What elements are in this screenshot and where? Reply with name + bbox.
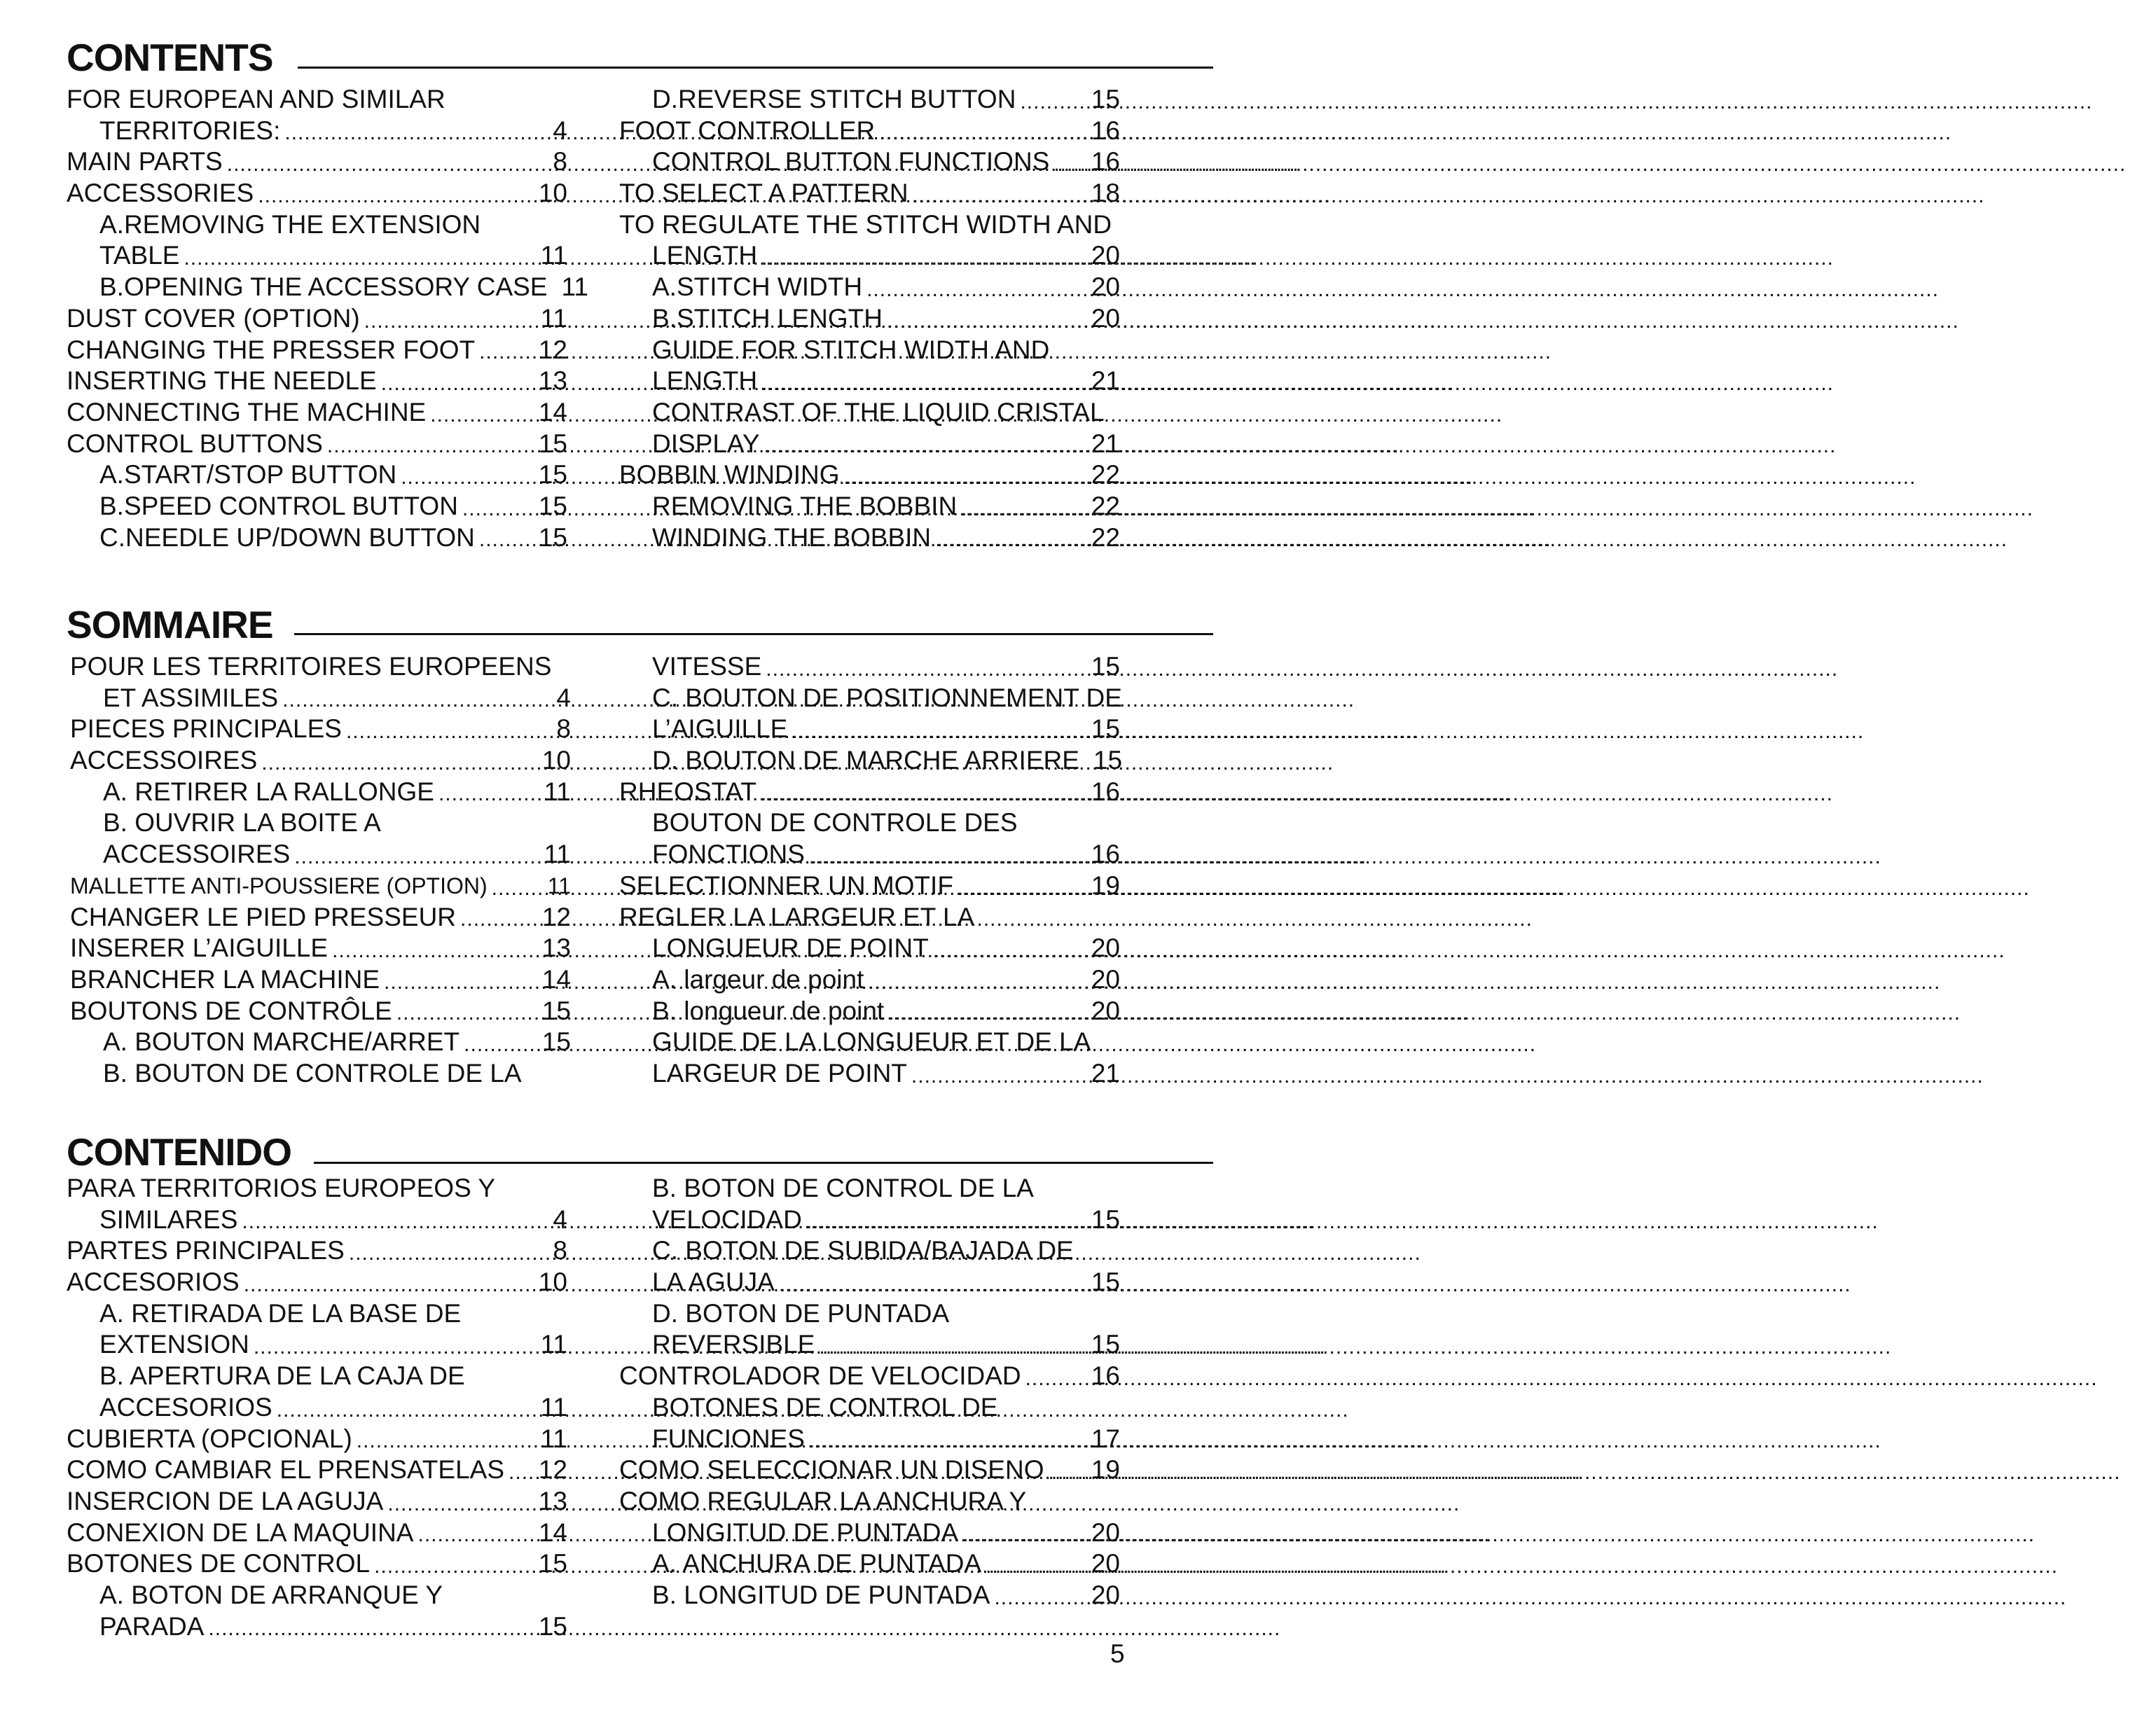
dot-leader [1016, 89, 1091, 116]
dot-leader [883, 308, 1091, 335]
toc-page-number: 20 [1091, 1549, 1120, 1578]
toc-entry-title: BOUTONS DE CONTRÔLE [70, 996, 392, 1025]
toc-page-number: 4 [556, 683, 571, 712]
dot-leader [931, 527, 1091, 553]
toc-entry-title: A. largeur de point [652, 964, 864, 994]
toc-page-number: 15 [538, 522, 567, 552]
dot-leader [380, 969, 542, 996]
dot-leader [328, 938, 542, 964]
dot-leader [475, 339, 539, 366]
toc-entry-title: B. BOTON DE CONTROL DE LA [652, 1174, 1034, 1202]
toc-entry [619, 84, 1120, 116]
toc-entry [619, 1548, 1120, 1580]
toc-page-number: 11 [540, 1424, 567, 1453]
dot-leader [775, 1272, 1091, 1298]
toc-entry [70, 777, 571, 808]
toc-column-left [67, 1173, 567, 1642]
toc-column-left [70, 651, 571, 1090]
toc-entry-title-cont: DISPLAY [652, 429, 760, 458]
toc-page-number: 15 [1091, 1268, 1120, 1297]
toc-entry-title: ACCESORIOS [67, 1268, 240, 1297]
dot-leader [272, 1397, 541, 1424]
toc-entry-title: REGLER LA LARGEUR ET LA [619, 902, 975, 931]
toc-entry-title: C. BOUTON DE POSITIONNEMENT DE [652, 683, 1122, 712]
toc-entry-title: B. BOUTON DE CONTROLE DE LA [103, 1058, 522, 1088]
toc-page-number: 11 [540, 303, 567, 333]
toc-column-right [619, 651, 1123, 1090]
dot-leader [342, 718, 556, 745]
toc-entry [70, 745, 571, 777]
toc-page-number: 13 [538, 1486, 567, 1515]
toc-page-number: 15 [538, 460, 567, 489]
toc-entry [70, 933, 571, 964]
toc-entry-title: CHANGER LE PIED PRESSEUR [70, 902, 457, 931]
toc-entry [67, 1173, 567, 1235]
toc-entry [619, 209, 1120, 272]
toc-page-number: 11 [540, 241, 567, 270]
toc-entry [67, 1298, 567, 1361]
toc-page-number: 12 [538, 335, 567, 364]
toc-entry-title: CONNECTING THE MACHINE [67, 397, 427, 426]
dot-leader [757, 245, 1091, 272]
toc-entry-title-cont: ET ASSIMILES [103, 683, 279, 712]
dot-leader [875, 120, 1091, 146]
dot-leader [254, 183, 539, 209]
toc-entry [70, 1058, 571, 1090]
toc-entry [70, 902, 571, 933]
toc-page-number: 20 [1091, 1581, 1120, 1609]
toc-page-number: 15 [538, 1549, 567, 1578]
toc-entry-title-cont: EXTENSION [99, 1330, 249, 1359]
toc-entry-title: A. BOTON DE ARRANQUE Y [99, 1580, 443, 1609]
dot-leader [345, 1240, 553, 1267]
toc-entry-title: FOR EUROPEAN AND SIMILAR [67, 85, 445, 113]
toc-entry [67, 84, 567, 146]
toc-entry-title: INSERTING THE NEEDLE [67, 366, 377, 396]
toc-entry-title: RHEOSTAT [619, 777, 756, 806]
toc-entry-title-cont: LONGUEUR DE POINT [652, 933, 929, 963]
toc-entry [67, 1454, 567, 1486]
dot-leader [383, 1491, 538, 1518]
dot-leader [864, 969, 1091, 996]
toc-page-number: 12 [538, 1455, 567, 1485]
toc-entry [67, 1235, 567, 1267]
dot-leader [414, 1522, 539, 1548]
toc-entry-title: D. BOTON DE PUNTADA [652, 1298, 950, 1328]
toc-page-number: 16 [1091, 840, 1120, 869]
toc-page-number: 13 [541, 933, 571, 963]
toc-entry-title: B. OUVRIR LA BOITE A [103, 808, 381, 838]
toc-entry-title: B.SPEED CONTROL BUTTON [99, 491, 458, 520]
toc-entry-title: CONEXION DE LA MAQUINA [67, 1518, 414, 1547]
toc-entry [619, 964, 1120, 996]
toc-entry-title: PARA TERRITORIOS EUROPEOS Y [67, 1174, 496, 1202]
dot-leader [280, 120, 553, 146]
toc-entry-title-cont: FUNCIONES [652, 1424, 805, 1453]
toc-page-number: 11 [547, 873, 571, 898]
toc-page-number: 8 [553, 1236, 567, 1265]
toc-entry [67, 1361, 567, 1423]
dot-leader [257, 750, 542, 777]
toc-entry [67, 366, 567, 397]
toc-entry-title: CONTRAST OF THE LIQUID CRISTAL [652, 397, 1105, 426]
toc-entry-title: GUIDE DE LA LONGUEUR ET DE LA [652, 1027, 1091, 1057]
toc-entry [619, 683, 1120, 745]
toc-entry-title: BOBBIN WINDING [619, 460, 840, 489]
toc-entry-title-cont: LA AGUJA [652, 1268, 775, 1297]
title-rule [294, 633, 1213, 635]
toc-entry-title: FOOT CONTROLLER [619, 116, 876, 145]
toc-entry-title-cont: L’AIGUILLE [652, 714, 788, 744]
dot-leader [223, 151, 553, 178]
toc-page-number: 21 [1091, 1058, 1120, 1088]
toc-entry-title: COMO SELECCIONAR UN DISENO [619, 1455, 1044, 1485]
section-title-contents: CONTENTS [67, 36, 273, 79]
toc-entry [619, 1486, 1120, 1548]
toc-page-number: 4 [553, 116, 567, 145]
toc-entry-title-cont: LENGTH [652, 241, 758, 270]
dot-leader [377, 370, 539, 397]
toc-column-right [619, 1173, 1120, 1611]
toc-page-number: 22 [1091, 460, 1120, 489]
dot-leader [929, 938, 1091, 964]
toc-page-number: 10 [541, 746, 571, 775]
toc-entry [67, 429, 567, 460]
dot-leader [459, 1032, 542, 1058]
toc-entry-title: A. ANCHURA DE PUNTADA [652, 1549, 982, 1578]
toc-entry-title-cont: LENGTH [652, 366, 758, 396]
toc-entry-title: A.REMOVING THE EXTENSION [99, 209, 481, 239]
toc-entry-title: D.REVERSE STITCH BUTTON [652, 84, 1016, 113]
toc-entry-title: B.OPENING THE ACCESSORY CASE [99, 272, 548, 302]
toc-entry-title: TO SELECT A PATTERN [619, 179, 908, 208]
dot-leader [323, 433, 539, 459]
toc-entry-title: B. APERTURA DE LA CAJA DE [99, 1361, 465, 1391]
dot-leader [958, 1522, 1091, 1548]
section-title-sommaire: SOMMAIRE [67, 603, 273, 646]
toc-entry-title: A.START/STOP BUTTON [99, 460, 397, 489]
dot-leader [370, 1553, 539, 1580]
dot-leader [352, 1428, 541, 1454]
toc-entry-title-cont: FONCTIONS [652, 840, 805, 869]
toc-entry [619, 303, 1120, 335]
toc-entry-title: COMO REGULAR LA ANCHURA Y [619, 1486, 1027, 1515]
toc-page-number: 8 [556, 714, 571, 744]
toc-entry-title: B. LONGITUD DE PUNTADA [652, 1581, 990, 1609]
toc-entry [619, 1027, 1120, 1089]
toc-page-number: 20 [1091, 241, 1120, 270]
toc-entry-title: PIECES PRINCIPALES [70, 714, 342, 744]
toc-page-number: 8 [553, 147, 567, 176]
toc-entry [619, 777, 1120, 808]
dot-leader [456, 906, 542, 933]
toc-entry [619, 116, 1120, 147]
toc-page-number: 20 [1091, 996, 1120, 1025]
toc-page-number: 20 [1091, 303, 1120, 333]
toc-entry-title: CHANGING THE PRESSER FOOT [67, 335, 476, 364]
toc-page-number: 11 [540, 1392, 567, 1422]
toc-page-number: 13 [538, 366, 567, 396]
toc-entry [619, 146, 1120, 178]
dot-leader [360, 308, 541, 335]
section-title-contenido: CONTENIDO [67, 1130, 291, 1174]
toc-page-number: 20 [1091, 1518, 1120, 1547]
toc-page-number: 20 [1091, 964, 1120, 994]
toc-page-number: 22 [1091, 491, 1120, 520]
dot-leader [884, 1000, 1091, 1027]
toc-entry [619, 459, 1120, 491]
toc-entry-title-cont: TABLE [99, 241, 180, 270]
toc-page-number: 11 [544, 777, 571, 806]
toc-entry-title: A. BOUTON MARCHE/ARRET [103, 1027, 460, 1057]
dot-leader [757, 370, 1091, 397]
toc-page-number: 12 [541, 902, 571, 931]
dot-leader [458, 496, 539, 522]
toc-entry-title: BOUTON DE CONTROLE DES [652, 808, 1018, 838]
toc-entry [619, 807, 1120, 870]
toc-page-number: 15 [1093, 746, 1123, 775]
toc-entry [67, 335, 567, 366]
toc-page-number: 11 [561, 272, 588, 302]
page-number: 5 [1110, 1639, 1125, 1668]
toc-entry [619, 522, 1120, 554]
toc-entry-title: TO REGULATE THE STITCH WIDTH AND [619, 209, 1112, 239]
toc-entry [67, 491, 567, 522]
toc-entry-title: MALLETTE ANTI-POUSSIERE (OPTION) [70, 873, 488, 898]
toc-page-number: 11 [540, 1330, 567, 1359]
toc-entry-title-cont: PARADA [99, 1611, 205, 1641]
toc-page-number: 4 [553, 1204, 567, 1234]
dot-leader [981, 1553, 1091, 1580]
toc-entry-title: WINDING THE BOBBIN [652, 522, 932, 552]
dot-leader [756, 781, 1091, 807]
toc-entry [67, 1518, 567, 1549]
title-rule [298, 67, 1213, 69]
toc-entry-title: CONTROLADOR DE VELOCIDAD [619, 1361, 1021, 1391]
toc-entry [70, 870, 571, 902]
toc-entry [67, 209, 567, 272]
toc-page-number: 18 [1091, 179, 1120, 208]
toc-entry [70, 996, 571, 1027]
toc-entry-title: GUIDE FOR STITCH WIDTH AND [652, 335, 1050, 364]
dot-leader [815, 1334, 1091, 1361]
toc-page-number: 15 [541, 1027, 571, 1057]
dot-leader [787, 718, 1091, 745]
toc-page-number: 16 [1091, 777, 1120, 806]
toc-entry-title: C.NEEDLE UP/DOWN BUTTON [99, 522, 475, 552]
toc-page-number: 20 [1091, 272, 1120, 302]
toc-entry [619, 1392, 1120, 1454]
toc-entry [70, 1027, 571, 1058]
toc-page-number: 14 [538, 397, 567, 426]
toc-page-number: 15 [1091, 84, 1120, 113]
toc-entry-title: C. BOTON DE SUBIDA/BAJADA DE [652, 1236, 1074, 1265]
dot-leader [953, 875, 1091, 902]
dot-leader [504, 1459, 539, 1486]
toc-entry-title-cont: LARGEUR DE POINT [652, 1058, 907, 1088]
toc-page-number: 20 [1091, 933, 1120, 963]
toc-entry-title-cont: VELOCIDAD [652, 1204, 802, 1234]
toc-page-number: 22 [1091, 522, 1120, 552]
toc-entry [619, 272, 1120, 303]
dot-leader [237, 1209, 553, 1235]
toc-page-number: 15 [1091, 1204, 1120, 1234]
toc-entry [67, 1267, 567, 1298]
toc-entry [67, 146, 567, 178]
dot-leader [840, 464, 1091, 491]
toc-entry-title: COMO CAMBIAR EL PRENSATELAS [67, 1455, 505, 1485]
toc-entry [619, 1173, 1120, 1235]
toc-entry-title: INSERER L’AIGUILLE [70, 933, 329, 963]
toc-page-number: 19 [1091, 870, 1120, 900]
toc-entry [619, 1454, 1120, 1486]
dot-leader [249, 1334, 541, 1361]
dot-leader [290, 844, 544, 870]
toc-entry-title: REMOVING THE BOBBIN [652, 491, 958, 520]
toc-entry [619, 1361, 1120, 1392]
dot-leader [1049, 151, 1091, 178]
toc-page-number: 15 [538, 1611, 567, 1641]
toc-entry [67, 1424, 567, 1455]
toc-entry [619, 996, 1120, 1027]
toc-entry [70, 651, 571, 714]
toc-page-number: 16 [1091, 1361, 1120, 1391]
dot-leader [862, 277, 1091, 303]
dot-leader [240, 1272, 539, 1298]
toc-entry [619, 1298, 1120, 1361]
toc-entry [67, 303, 567, 335]
toc-entry-title: CUBIERTA (OPCIONAL) [67, 1424, 352, 1453]
toc-entry-title: ACCESSORIES [67, 179, 254, 208]
toc-entry-title: BOTONES DE CONTROL DE [652, 1392, 998, 1422]
toc-page-number: 21 [1091, 429, 1120, 458]
toc-page-number: 15 [538, 491, 567, 520]
dot-leader [805, 844, 1091, 870]
toc-page-number: 14 [538, 1518, 567, 1547]
dot-leader [802, 1209, 1091, 1235]
dot-leader [760, 433, 1091, 459]
toc-entry [67, 272, 588, 303]
toc-entry [67, 178, 567, 209]
toc-entry-title: A.STITCH WIDTH [652, 272, 863, 302]
toc-entry [619, 651, 1120, 683]
dot-leader [1044, 1459, 1091, 1486]
dot-leader [475, 527, 539, 553]
toc-entry [67, 459, 567, 491]
toc-entry-title: CONTROL BUTTON FUNCTIONS [652, 147, 1050, 176]
toc-entry [619, 1235, 1120, 1298]
dot-leader [761, 656, 1091, 683]
toc-entry [70, 714, 571, 745]
dot-leader [805, 1428, 1091, 1454]
dot-leader [204, 1616, 538, 1642]
toc-entry-title: CONTROL BUTTONS [67, 429, 323, 458]
toc-entry-title-cont: SIMILARES [99, 1204, 238, 1234]
toc-page-number: 10 [538, 1268, 567, 1297]
dot-leader [278, 687, 556, 714]
toc-entry-title: MAIN PARTS [67, 147, 223, 176]
toc-column-left [67, 84, 588, 553]
toc-page-number: 16 [1091, 116, 1120, 145]
dot-leader [957, 496, 1091, 522]
toc-entry-title: A. RETIRADA DE LA BASE DE [99, 1298, 462, 1328]
toc-entry [619, 870, 1120, 902]
toc-page-number: 15 [1091, 1330, 1120, 1359]
toc-page-number: 19 [1091, 1455, 1120, 1485]
toc-entry-title: A. RETIRER LA RALLONGE [103, 777, 434, 806]
toc-entry [619, 335, 1120, 397]
toc-entry-title: POUR LES TERRITOIRES EUROPEENS [70, 652, 552, 681]
toc-page-number: 15 [1091, 651, 1120, 681]
dot-leader [488, 875, 548, 902]
toc-entry-title: ACCESSOIRES [70, 746, 258, 775]
toc-entry-title-cont: TERRITORIES: [99, 116, 281, 145]
toc-entry-title: D. BOUTON DE MARCHE ARRIERE [652, 746, 1079, 775]
toc-entry [67, 522, 567, 554]
toc-page-number: 17 [1091, 1424, 1120, 1453]
toc-page-number: 21 [1091, 366, 1120, 396]
toc-entry [619, 178, 1120, 209]
toc-entry-title: SELECTIONNER UN MOTIF [619, 870, 953, 900]
toc-entry [70, 964, 571, 996]
toc-entry-title-cont: ACCESSOIRES [103, 840, 291, 869]
toc-entry-title: PARTES PRINCIPALES [67, 1236, 345, 1265]
toc-entry [67, 1548, 567, 1580]
toc-page-number: 14 [541, 964, 571, 994]
dot-leader [990, 1585, 1091, 1611]
toc-entry-title: B.STITCH LENGTH [652, 303, 883, 333]
toc-entry [67, 397, 567, 429]
toc-entry-title: B. longueur de point [652, 996, 885, 1025]
dot-leader [907, 1063, 1091, 1090]
toc-page-number: 16 [1091, 147, 1120, 176]
dot-leader [1021, 1366, 1091, 1392]
toc-entry-title-cont: REVERSIBLE [652, 1330, 815, 1359]
toc-entry-title: DUST COVER (OPTION) [67, 303, 360, 333]
toc-entry [70, 807, 571, 870]
toc-entry-title: BOTONES DE CONTROL [67, 1549, 371, 1578]
toc-page-number: 15 [1091, 714, 1120, 744]
dot-leader [392, 1000, 542, 1027]
title-rule [314, 1162, 1213, 1164]
toc-entry [619, 491, 1120, 522]
dot-leader [434, 781, 544, 807]
toc-page-number: 15 [538, 429, 567, 458]
toc-entry-title: INSERCION DE LA AGUJA [67, 1486, 384, 1515]
dot-leader [426, 402, 539, 429]
toc-entry [619, 1580, 1120, 1611]
toc-entry [67, 1486, 567, 1518]
dot-leader [396, 464, 539, 491]
dot-leader [908, 183, 1091, 209]
toc-entry-title: BRANCHER LA MACHINE [70, 964, 380, 994]
toc-entry-title-cont: ACCESORIOS [99, 1392, 272, 1422]
toc-entry-title: VITESSE [652, 651, 762, 681]
toc-entry [67, 1580, 567, 1642]
toc-page-number: 15 [541, 996, 571, 1025]
toc-entry [619, 902, 1120, 964]
toc-entry [619, 745, 1123, 777]
toc-page-number: 11 [544, 840, 571, 869]
toc-column-right [619, 84, 1120, 553]
toc-entry [619, 397, 1120, 459]
toc-page-number: 10 [538, 179, 567, 208]
dot-leader [179, 245, 540, 272]
toc-entry-title-cont: LONGITUD DE PUNTADA [652, 1518, 959, 1547]
